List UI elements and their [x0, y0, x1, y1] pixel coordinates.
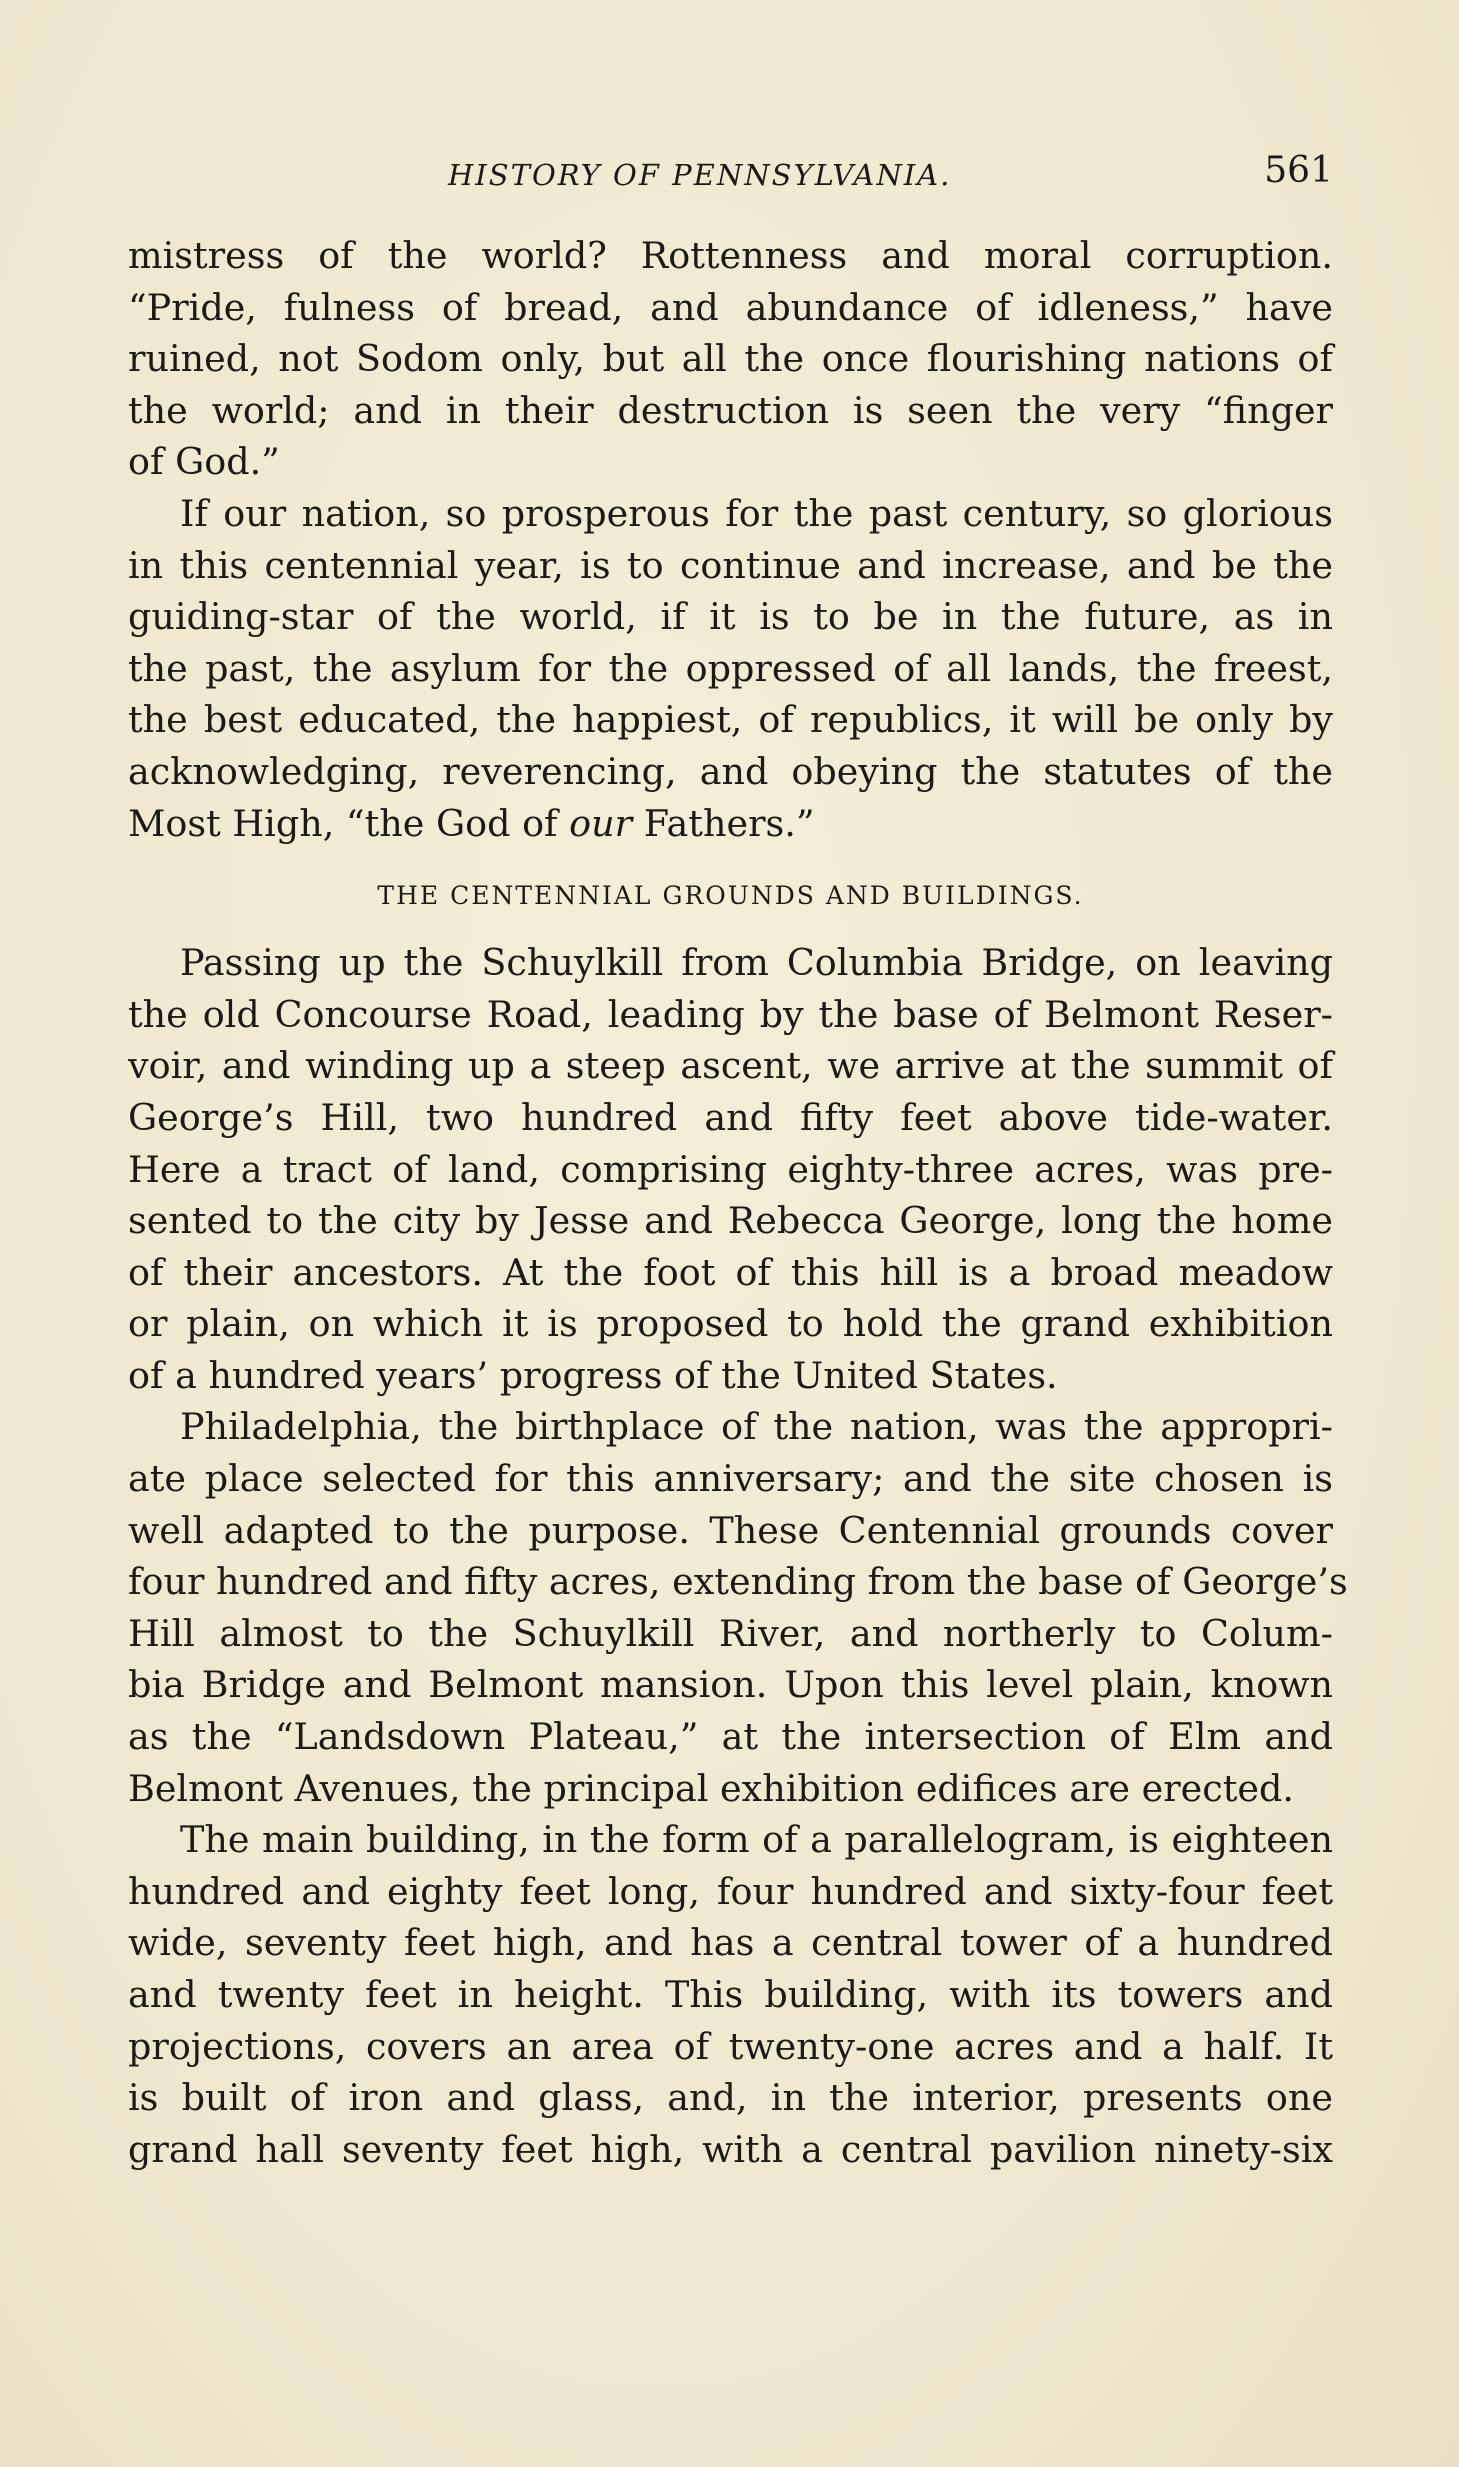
text-line: the old Concourse Road, leading by the base of Belmont Reser- [128, 992, 1333, 1036]
text-line: acknowledging, reverencing, and obeying the statutes of the [128, 749, 1333, 793]
text-line: of a hundred years’ progress of the United States. [128, 1353, 1058, 1397]
text-line: grand hall seventy feet high, with a central pavilion ninety-six [128, 2127, 1333, 2171]
text-line: well adapted to the purpose. These Centennial grounds cover [128, 1508, 1333, 1552]
text-line: and twenty feet in height. This building, with its towers and [128, 1973, 1333, 2016]
italic-word: our [569, 801, 633, 845]
text-line: sented to the city by Jesse and Rebecca George, long the home [128, 1199, 1333, 1243]
text-line: “Pride, fulness of bread, and abundance of idleness,” have [128, 285, 1333, 329]
text-line: in this centennial year, is to continue and increase, and be the [128, 543, 1333, 587]
text-line: guiding-star of the world, if it is to be in the future, as in [128, 595, 1333, 639]
text-line: wide, seventy feet high, and has a central tower of a hundred [128, 1921, 1333, 1965]
text-line: of their ancestors. At the foot of this hill is a broad meadow [128, 1250, 1333, 1294]
paragraph-2 [128, 488, 1333, 849]
text-line [128, 798, 1333, 850]
text-line: hundred and eighty feet long, four hundred and sixty-four feet [128, 1869, 1333, 1913]
text-span: Most High, “the God of [128, 801, 570, 845]
text-line: voir, and winding up a steep ascent, we arrive at the summit of [128, 1044, 1333, 1088]
text-line: Philadelphia, the birthplace of the nation, was the appropri- [180, 1405, 1333, 1449]
text-line: projections, covers an area of twenty-one acres and a half. It [128, 2024, 1333, 2068]
text-line: the world; and in their destruction is seen the very “finger [128, 388, 1333, 432]
text-line: Belmont Avenues, the principal exhibition edifices are erected. [128, 1766, 1294, 1810]
running-head: HISTORY OF PENNSYLVANIA. [448, 158, 952, 192]
paragraph-4 [128, 1401, 1348, 1814]
text-line: mistress of the world? Rottenness and moral corruption. [128, 234, 1333, 277]
paragraph-1 [128, 230, 1333, 488]
text-line: as the “Landsdown Plateau,” at the intersection of Elm and [128, 1715, 1333, 1759]
text-line: bia Bridge and Belmont mansion. Upon this level plain, known [128, 1663, 1333, 1707]
page-header [128, 150, 1333, 200]
section-heading: THE CENTENNIAL GROUNDS AND BUILDINGS. [377, 881, 1084, 911]
text-line: Hill almost to the Schuylkill River, and northerly to Colum- [128, 1611, 1333, 1655]
text-span: Fathers.” [632, 801, 815, 845]
text-line: four hundred and fifty acres, extending from the base of George’s [128, 1560, 1348, 1604]
paragraph-5 [128, 1814, 1333, 2175]
paragraph-3 [128, 937, 1333, 1401]
text-line: the best educated, the happiest, of republics, it will be only by [128, 698, 1333, 742]
text-line: Here a tract of land, comprising eighty-three acres, was pre- [128, 1147, 1333, 1191]
text-line: ate place selected for this anniversary; and the site chosen is [128, 1457, 1333, 1501]
text-line: of God.” [128, 440, 280, 484]
body-text [128, 230, 1348, 2175]
text-line: If our nation, so prosperous for the past century, so glorious [180, 491, 1333, 535]
text-line: is built of iron and glass, and, in the interior, presents one [128, 2076, 1333, 2120]
text-line: or plain, on which it is proposed to hold the grand exhibition [128, 1302, 1333, 1346]
page-number: 561 [1264, 150, 1333, 191]
text-line: Passing up the Schuylkill from Columbia Bridge, on leaving [180, 941, 1333, 985]
text-line: ruined, not Sodom only, but all the once flourishing nations of [128, 337, 1333, 381]
text-line: The main building, in the form of a parallelogram, is eighteen [180, 1818, 1333, 1862]
text-line: the past, the asylum for the oppressed of all lands, the freest, [128, 646, 1333, 690]
text-line: George’s Hill, two hundred and fifty feet above tide-water. [128, 1095, 1333, 1139]
